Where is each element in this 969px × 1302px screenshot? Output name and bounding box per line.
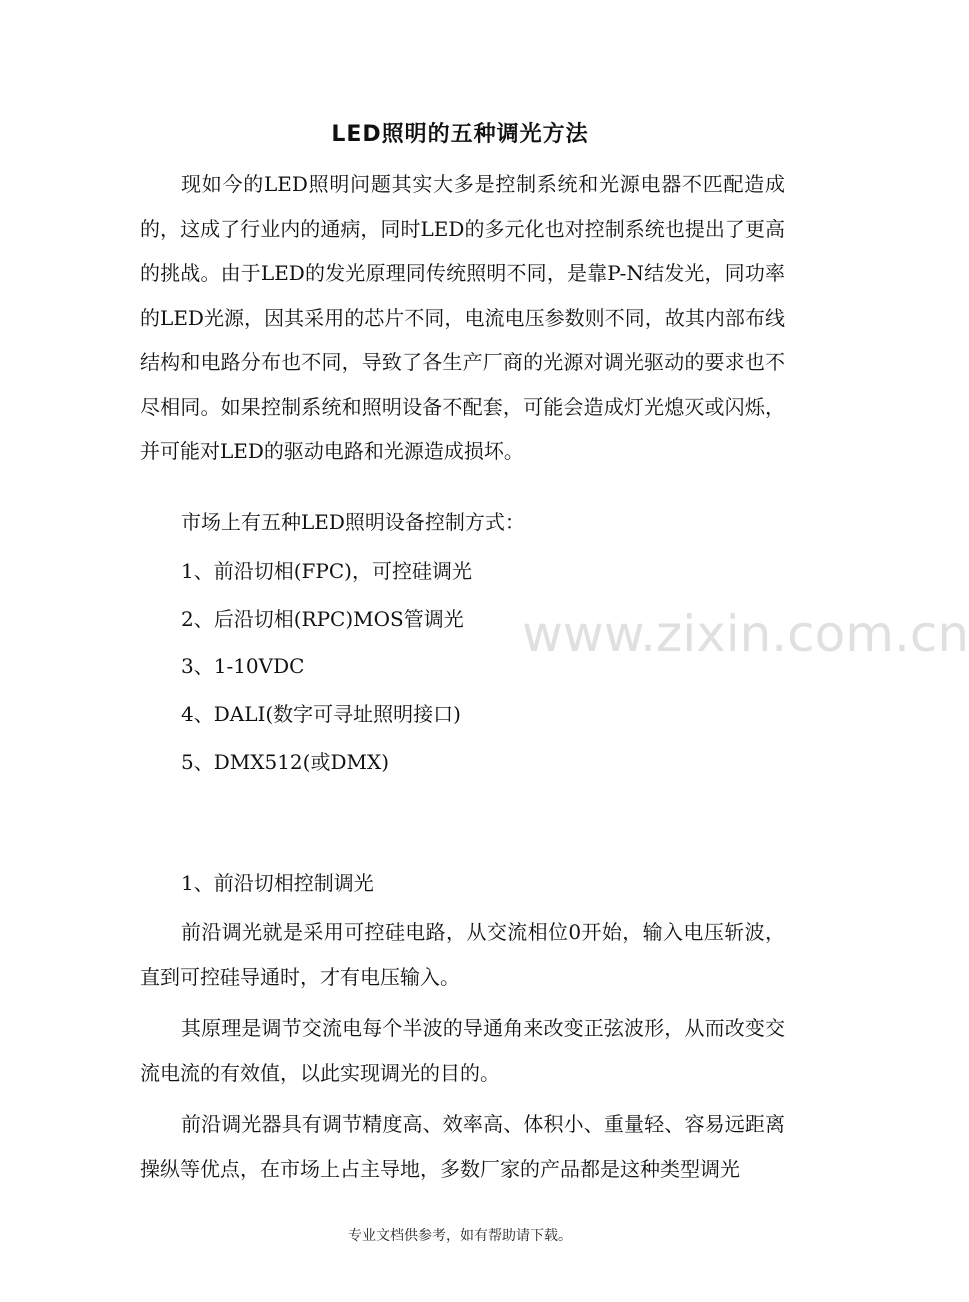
- list-item-method-3: 3、1-10VDC: [181, 654, 305, 678]
- list-item-method-4: 4、DALI(数字可寻址照明接口): [181, 702, 461, 726]
- section-heading: 1、前沿切相控制调光: [181, 871, 374, 895]
- document-title: LED照明的五种调光方法: [331, 122, 589, 147]
- list-intro: 市场上有五种LED照明设备控制方式：: [181, 510, 525, 534]
- intro-paragraph: 现如今的LED照明问题其实大多是控制系统和光源电器不匹配造成的，这成了行业内的通病，同时LED的多元化也对控制系统也提出了更高的挑战。由于LED的发光原理同传统照明不同，是靠P-N结发光，同功率的LED光源，因其采用的芯片不同，电流电压参数则不同，故其内部布线结构和电路分布也不同，导致了各生产厂商的光源对调光驱动的要求也不尽相同。如果控制系统和照明设备不配套，可能会造成灯光熄灭或闪烁，并可能对LED的驱动电路和光源造成损坏。: [140, 172, 785, 463]
- list-item-method-2: 2、后沿切相(RPC)MOS管调光: [181, 607, 464, 631]
- section-paragraph-3: 前沿调光器具有调节精度高、效率高、体积小、重量轻、容易远距离操纵等优点，在市场上占主导地，多数厂家的产品都是这种类型调光: [140, 1112, 785, 1181]
- list-item-method-1: 1、前沿切相(FPC)，可控硅调光: [181, 559, 472, 583]
- list-item-method-5: 5、DMX512(或DMX): [181, 750, 390, 774]
- watermark-text: www.zixin.com.cn: [522, 605, 969, 663]
- section-paragraph-1: 前沿调光就是采用可控硅电路，从交流相位0开始，输入电压斩波，直到可控硅导通时，才有电压输入。: [140, 920, 785, 989]
- section-paragraph-2: 其原理是调节交流电每个半波的导通角来改变正弦波形，从而改变交流电流的有效值，以此实现调光的目的。: [140, 1016, 785, 1085]
- page-footer: 专业文档供参考，如有帮助请下载。: [348, 1228, 572, 1244]
